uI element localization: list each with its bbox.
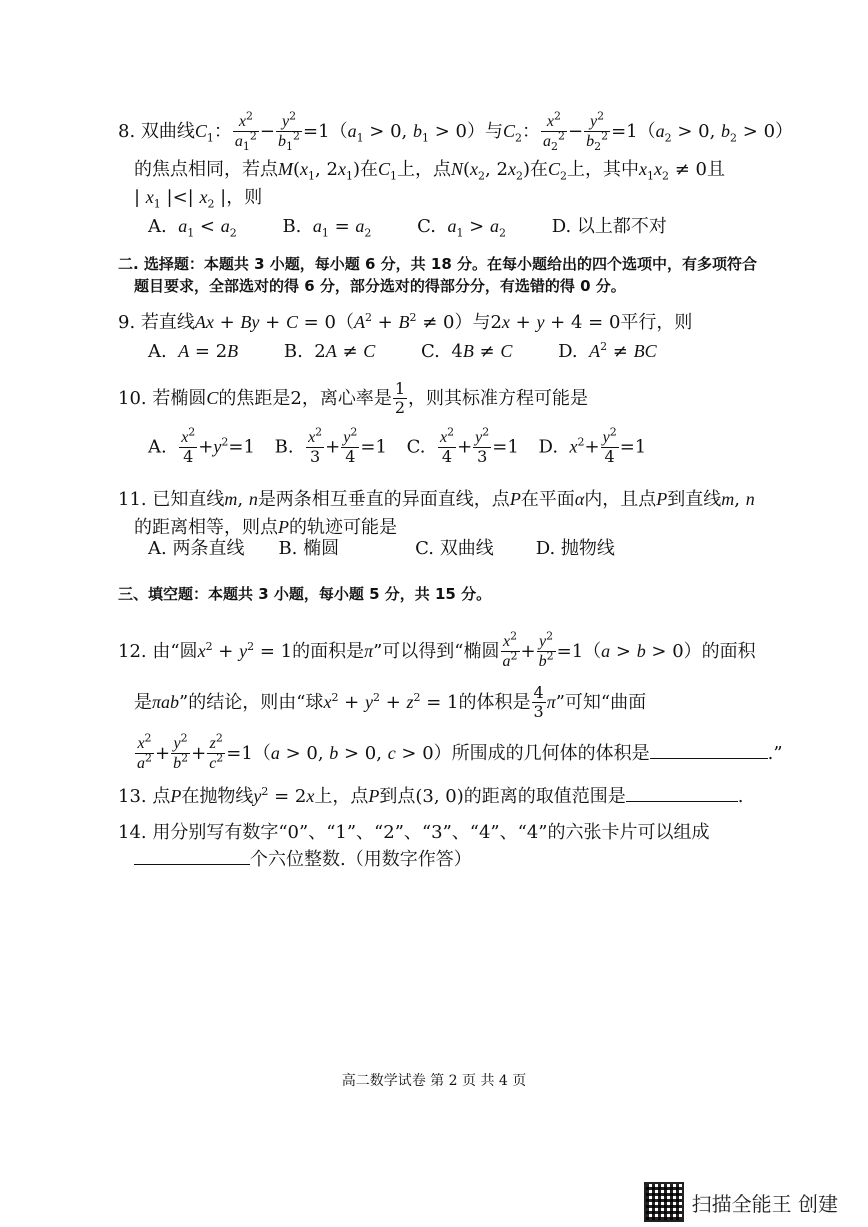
- scanner-watermark: [644, 1182, 838, 1222]
- question-11-options: A. 两条直线 B. 椭圆 C. 双曲线 D. 抛物线: [148, 538, 615, 559]
- section-2-header-line-2: 题目要求，全部选对的得 6 分，部分选对的得部分分，有选错的得 0 分。: [134, 277, 626, 295]
- question-14-line-1: 14. 用分别写有数字“0”、“1”、“2”、“3”、“4”、“4”的六张卡片可以组成: [118, 822, 710, 843]
- section-2-header-line-1: 二. 选择题：本题共 3 小题，每小题 6 分，共 18 分。在每小题给出的四个选项中，有多项符合: [118, 255, 758, 273]
- question-10-options: A. $\frac{x^2}{4}$ $+y^2=1$ B. $\frac{x^2}{3}$ + $\frac{y^2}{4}$ =1 C. $\frac{x^2}{4}$ + $\frac{y^2}{3}$ =1 D. $x^2+$ $\frac{y^2}{4}$ =1: [148, 425, 647, 467]
- question-8-options: A. $a_1 < a_2$ B. $a_1 = a_2$ C. $a_1 > a_2$ D. 以上都不对: [148, 216, 667, 240]
- answer-blank-13[interactable]: [626, 801, 738, 802]
- section-3-header: 三、填空题：本题共 3 小题，每小题 5 分，共 15 分。: [118, 585, 492, 603]
- watermark-text: 扫描全能王 创建: [691, 1191, 838, 1216]
- question-9: 9. 若直线$Ax + By + C = 0(A^2 + B^2 \ne 0)$与2x + y + 4 = 0平行，则: [118, 311, 693, 333]
- question-14-line-2: 个六位整数.（用数字作答）: [134, 851, 472, 869]
- question-8-line-1: 8. 双曲线$C_1$： $\frac{x^2}{a_1^2}$ − $\frac{y^2}{b_1^2}$ $=1(a_1 > 0$, $b_1 > 0$）与$C_2$： $\frac{x^2}{a_2^2}$ − $\frac{y^2}{b_2^2}$ $=1(a_2 > 0$, $b_2 > 0$）: [118, 109, 794, 154]
- question-9-options: A. A = 2B B. 2A ≠ C C. 4B ≠ C D. $A^2$ ≠ BC: [148, 340, 657, 362]
- question-12-line-2: 是πab”的结论，则由“球$x^2 + y^2 + z^2 = 1$的体积是 $\frac{4}{3}$ π”可知“曲面: [134, 683, 647, 722]
- question-11-line-1: 11. 已知直线m, n是两条相互垂直的异面直线，点P在平面α内，且点P到直线m, n: [118, 489, 755, 510]
- question-10: 10. 若椭圆C的焦距是2，离心率是 $\frac{1}{2}$ ，则其标准方程可能是: [118, 379, 589, 418]
- question-12-line-3: $\frac{x^2}{a^2}$ + $\frac{y^2}{b^2}$ + $\frac{z^2}{c^2}$ =1（a > 0, b > 0, c > 0）所围成的几何体的体积是 .”: [137, 731, 783, 773]
- question-13: 13. 点P在抛物线$y^2 = 2x$上，点P到点(3, 0)的距离的取值范围是 .: [118, 785, 744, 807]
- answer-blank-12[interactable]: [650, 758, 768, 759]
- page-footer: 高二数学试卷 第 2 页 共 4 页: [341, 1073, 527, 1089]
- question-8-line-3: | $x_1$ |<| $x_2$ |，则: [134, 187, 263, 211]
- answer-blank-14[interactable]: [134, 864, 250, 865]
- qr-code-icon: [644, 1182, 684, 1222]
- question-12-line-1: 12. 由“圆$x^2 + y^2 = 1$的面积是π”可以得到“椭圆 $\frac{x^2}{a^2}$ + $\frac{y^2}{b^2}$ =1（a > b > 0）的面积: [118, 629, 756, 671]
- question-8-line-2: 的焦点相同，若点$M(x_1$, $2x_1$)在$C_1$上，点$N(x_2$, $2x_2$)在$C_2$上，其中$x_1x_2 \ne 0$且: [134, 159, 725, 183]
- question-11-line-2: 的距离相等，则点P的轨迹可能是: [134, 517, 397, 538]
